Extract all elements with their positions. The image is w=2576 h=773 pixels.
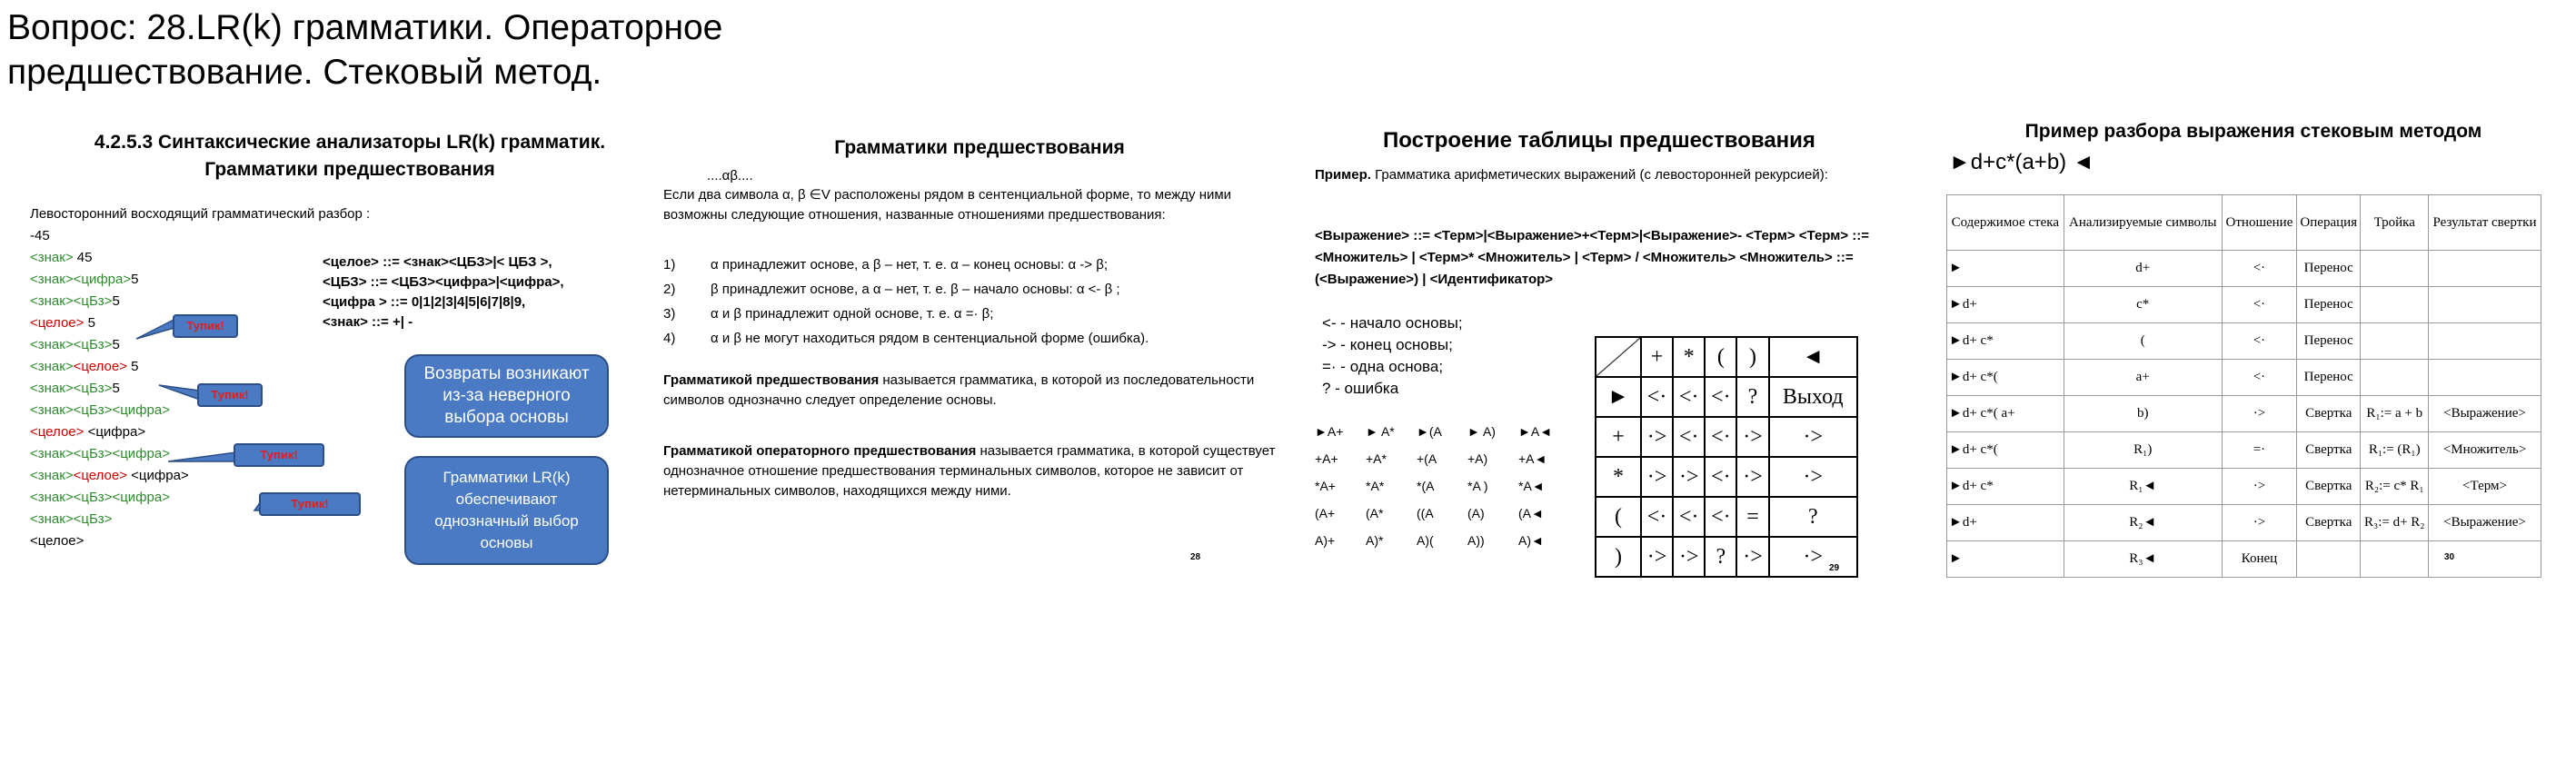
pair-cell: A)( (1417, 533, 1434, 548)
grammar-rule: <цифра > ::= 0|1|2|3|4|5|6|7|8|9, (323, 294, 526, 310)
column-header: Тройка (2361, 195, 2429, 251)
table-cell: Перенос (2297, 360, 2361, 396)
row-header-cell: + (1596, 417, 1641, 457)
trace-token: 5 (84, 315, 95, 331)
table-cell: c* (2064, 287, 2222, 323)
pair-cell: +A◄ (1518, 451, 1547, 466)
slide-precedence-grammars (661, 118, 1298, 600)
pair-cell: (A+ (1315, 506, 1336, 520)
relation-text: α и β принадлежит одной основе, т. е. α =· β; (711, 306, 994, 322)
deadend-tag: Тупик! (197, 383, 263, 407)
column-header: Содержимое стека (1947, 195, 2064, 251)
table-row (1947, 360, 2541, 396)
slide3-heading: Построение таблицы предшествования (1383, 128, 1815, 153)
pair-cell: +A* (1366, 451, 1387, 466)
trace-token: <целое> (73, 468, 127, 483)
table-row (1947, 323, 2541, 360)
table-cell: ► (1947, 541, 2064, 578)
column-header: Операция (2297, 195, 2361, 251)
table-cell: <· (2222, 323, 2296, 360)
trace-token: <знак> (30, 250, 74, 265)
table-cell: ·> (1641, 417, 1673, 457)
table-cell: ·> (2222, 396, 2296, 432)
slide-lr-parsing (23, 118, 650, 600)
table-cell: ►d+ c*( (1947, 360, 2064, 396)
trace-token: <цБз> (73, 511, 113, 527)
table-cell: ·> (2222, 469, 2296, 505)
table-cell: ·> (1769, 537, 1857, 577)
table-cell: R₁) (2064, 432, 2222, 469)
table-cell: <· (1641, 377, 1673, 417)
table-cell: Перенос (2297, 323, 2361, 360)
deadend-tag: Тупик! (234, 443, 324, 467)
table-cell (2297, 541, 2361, 578)
definition-operator-precedence (663, 441, 1290, 501)
input-line: -45 (30, 228, 50, 243)
grammar-rule: <целое> ::= <знак><ЦБЗ>|< ЦБЗ >, (323, 254, 552, 270)
pair-cell: ► A* (1366, 424, 1395, 439)
corner-cell (1596, 337, 1641, 377)
trace-token: <цБз> (73, 446, 113, 461)
table-cell: = (1736, 497, 1768, 537)
table-cell: <Множитель> (2429, 432, 2541, 469)
table-cell: ·> (1641, 537, 1673, 577)
table-cell (2429, 323, 2541, 360)
precedence-table (1595, 336, 1858, 578)
table-cell: <· (1705, 457, 1736, 497)
relation-number: 2) (663, 282, 676, 297)
trace-token: <цифра> (84, 424, 146, 440)
table-cell: ►d+ c*( a+ (1947, 396, 2064, 432)
trace-token: 5 (112, 337, 120, 352)
table-cell: ? (1769, 497, 1857, 537)
table-row (1947, 505, 2541, 541)
table-cell (2429, 360, 2541, 396)
def1-term: Грамматикой предшествования (663, 372, 880, 388)
table-cell: <· (2222, 287, 2296, 323)
pair-cell: *(A (1417, 479, 1435, 493)
table-cell: ·> (1673, 537, 1705, 577)
table-cell: Конец (2222, 541, 2296, 578)
table-cell: <· (2222, 360, 2296, 396)
table-cell: <Выражение> (2429, 396, 2541, 432)
grammar-rule: <ЦБЗ> ::= <ЦБЗ><цифра>|<цифра>, (323, 274, 564, 290)
example-text (1315, 165, 1887, 185)
table-cell: a+ (2064, 360, 2222, 396)
pair-cell: (A* (1366, 506, 1384, 520)
table-cell (2361, 541, 2429, 578)
pair-row (1315, 445, 1569, 472)
pair-cell: +A+ (1315, 451, 1338, 466)
trace-token: <целое> (30, 315, 85, 331)
trace-token: <цифра> (73, 272, 132, 287)
row-header-cell: * (1596, 457, 1641, 497)
trace-token: <знак> (30, 446, 74, 461)
table-cell: Свертка (2297, 469, 2361, 505)
table-cell: <· (2222, 251, 2296, 287)
trace-token: <цБз> (73, 337, 113, 352)
column-header: Анализируемые символы (2064, 195, 2222, 251)
relation-item (663, 302, 1290, 326)
pair-cell: ((A (1417, 506, 1434, 520)
table-cell: ·> (1769, 417, 1857, 457)
header-cell: ◄ (1769, 337, 1857, 377)
row-header-cell: ( (1596, 497, 1641, 537)
table-cell: R₃:= d+ R₂ (2361, 505, 2429, 541)
intro-text: Если два символа α, β ∈V расположены рядом в сентенциальной форме, то между ними возможны следующие отношения, названные отношениями предшествования: (663, 187, 1232, 223)
relation-number: 3) (663, 306, 676, 322)
pair-cell: A)) (1467, 533, 1485, 548)
slide-stack-parse-example (1944, 118, 2562, 600)
trace-token: <знак> (30, 468, 74, 483)
table-cell (2361, 251, 2429, 287)
pair-cell: (A) (1467, 506, 1485, 520)
trace-token: <цБз> (73, 490, 113, 505)
header-cell: + (1641, 337, 1673, 377)
table-cell: ►d+ (1947, 287, 2064, 323)
trace-token: <цБз> (73, 381, 113, 396)
callout-lrk: Грамматики LR(k) обеспечивают однозначный выбор основы (404, 456, 609, 565)
legend-item: -> - конец основы; (1322, 336, 1453, 353)
table-cell: ►d+ c* (1947, 469, 2064, 505)
trace-token: <знак> (30, 511, 74, 527)
def2-term: Грамматикой операторного предшествования (663, 443, 977, 459)
table-cell: R₂◄ (2064, 505, 2222, 541)
relation-item (663, 253, 1290, 277)
relation-text: β принадлежит основе, а α – нет, т. е. β – начало основы: α <- β ; (711, 282, 1120, 297)
page-number: 28 (1190, 552, 1201, 562)
deadend-tag: Тупик! (259, 492, 361, 516)
table-cell: ·> (1641, 457, 1673, 497)
trace-token: <знак> (30, 293, 74, 309)
table-cell: ·> (1736, 457, 1768, 497)
pair-cell: *A◄ (1518, 479, 1545, 493)
trace-token: <знак> (30, 359, 74, 374)
table-cell: R₁:= a + b (2361, 396, 2429, 432)
pair-cell: *A* (1366, 479, 1385, 493)
pair-cell: A)* (1366, 533, 1384, 548)
table-cell: Перенос (2297, 251, 2361, 287)
example-label: Пример. (1315, 167, 1371, 183)
page-number: 30 (2444, 552, 2455, 562)
table-cell: <· (1673, 417, 1705, 457)
trace-token: 5 (131, 272, 139, 287)
table-row (1947, 469, 2541, 505)
column-header: Результат свертки (2429, 195, 2541, 251)
table-cell: ? (1705, 537, 1736, 577)
table-cell (2361, 360, 2429, 396)
pair-row (1315, 472, 1569, 500)
ab-symbols: ....αβ.... (707, 168, 753, 183)
pair-cell: ►A+ (1315, 424, 1344, 439)
trace-token: <целое> (30, 533, 85, 549)
slide-precedence-table (1304, 118, 1895, 600)
pair-cell: A)+ (1315, 533, 1336, 548)
table-cell: <· (1705, 417, 1736, 457)
relations-list (663, 253, 1290, 351)
trace-token: <цифра> (127, 468, 189, 483)
table-cell (2361, 323, 2429, 360)
trace-token: <цифра> (112, 446, 170, 461)
pair-row (1315, 500, 1569, 527)
table-cell: =· (2222, 432, 2296, 469)
table-cell: R₂:= c* R₁ (2361, 469, 2429, 505)
trace-token: <цифра> (112, 402, 170, 418)
trace-token: <цБз> (73, 293, 113, 309)
table-cell: <· (1673, 497, 1705, 537)
table-cell: b) (2064, 396, 2222, 432)
slide1-heading: 4.2.5.3 Синтаксические анализаторы LR(k) грамматик. Грамматики предшествования (94, 132, 606, 180)
deadend-tag: Тупик! (173, 314, 238, 338)
table-cell: ·> (1736, 417, 1768, 457)
table-cell: <· (1673, 377, 1705, 417)
table-cell: ·> (2222, 505, 2296, 541)
header-cell: ( (1705, 337, 1736, 377)
page-title: Вопрос: 28.LR(k) грамматики. Операторное предшествование. Стековый метод. (7, 8, 723, 92)
slide2-heading: Грамматики предшествования (834, 137, 1125, 158)
pair-cell: (A◄ (1518, 506, 1544, 520)
symbol-pairs (1315, 418, 1569, 554)
trace-token: <знак> (30, 272, 74, 287)
table-cell: <· (1705, 377, 1736, 417)
relation-legend (1322, 312, 1463, 400)
table-cell: d+ (2064, 251, 2222, 287)
table-cell: ·> (1673, 457, 1705, 497)
trace-token: 5 (112, 381, 120, 396)
table-row (1947, 251, 2541, 287)
table-cell (2429, 251, 2541, 287)
table-cell: <· (1641, 497, 1673, 537)
pair-cell: ►A◄ (1518, 424, 1553, 439)
table-cell: ( (2064, 323, 2222, 360)
relation-item (663, 277, 1290, 302)
page-number: 29 (1829, 563, 1840, 573)
grammar-rules: <Выражение> ::= <Терм>|<Выражение>+<Терм>|<Выражение>- <Терм> <Терм> ::= <Множитель> | <Терм>* <Множитель> | <Терм> / <Множитель> <Множитель> ::= (<Выражение>) | <Идентификатор> (1315, 228, 1870, 287)
trace-token: <знак> (30, 337, 74, 352)
definition-precedence (663, 371, 1290, 411)
trace-token: <целое> (73, 359, 127, 374)
expression: ►d+c*(a+b) ◄ (1949, 150, 2094, 174)
table-cell: <Выражение> (2429, 505, 2541, 541)
table-row (1947, 432, 2541, 469)
table-cell: ► (1947, 251, 2064, 287)
table-row (1947, 287, 2541, 323)
def1-text: называется грамматика, в которой из последовательности символов однозначно следует определение основы. (663, 372, 1255, 408)
legend-item: ? - ошибка (1322, 380, 1399, 397)
table-cell: R₁◄ (2064, 469, 2222, 505)
header-cell: ) (1736, 337, 1768, 377)
trace-token: <целое> (30, 424, 85, 440)
pair-cell: ► A) (1467, 424, 1496, 439)
table-cell: Свертка (2297, 432, 2361, 469)
table-cell: R₁:= (R₁) (2361, 432, 2429, 469)
header-cell: * (1673, 337, 1705, 377)
pair-row (1315, 527, 1569, 554)
table-cell: ·> (1769, 457, 1857, 497)
slide1-subtitle: Левосторонний восходящий грамматический разбор : (30, 206, 371, 222)
legend-item: <- - начало основы; (1322, 314, 1463, 332)
table-cell: ? (1736, 377, 1768, 417)
callout-backtracking: Возвраты возникают из-за неверного выбора основы (404, 354, 609, 438)
table-cell: Свертка (2297, 396, 2361, 432)
table-cell: ►d+ c*( (1947, 432, 2064, 469)
table-cell: Свертка (2297, 505, 2361, 541)
parse-table (1946, 194, 2541, 578)
trace-token: <знак> (30, 490, 74, 505)
slide4-heading: Пример разбора выражения стековым методом (2024, 121, 2482, 142)
table-cell: <Терм> (2429, 469, 2541, 505)
pair-cell: *A+ (1315, 479, 1336, 493)
trace-token: 5 (127, 359, 139, 374)
grammar-rule: <знак> ::= +| - (323, 314, 413, 330)
table-cell: Перенос (2297, 287, 2361, 323)
legend-item: =· - одна основа; (1322, 358, 1444, 375)
trace-token: <знак> (30, 402, 74, 418)
table-cell (2429, 287, 2541, 323)
relation-item (663, 326, 1290, 351)
trace-token: <цБз> (73, 402, 113, 418)
table-cell: <· (1705, 497, 1736, 537)
pair-cell: +A) (1467, 451, 1488, 466)
table-cell (2361, 287, 2429, 323)
table-row (1947, 396, 2541, 432)
trace-token: <цифра> (112, 490, 170, 505)
relation-text: α и β не могут находиться рядом в сентенциальной форме (ошибка). (711, 331, 1149, 346)
row-header-cell: ) (1596, 537, 1641, 577)
table-cell: Выход (1769, 377, 1857, 417)
row-header-cell: ► (1596, 377, 1641, 417)
pair-cell: A)◄ (1518, 533, 1544, 548)
relation-text: α принадлежит основе, а β – нет, т. е. α – конец основы: α -> β; (711, 257, 1109, 273)
example-desc: Грамматика арифметических выражений (с левосторонней рекурсией): (1370, 167, 1828, 183)
table-cell: ►d+ (1947, 505, 2064, 541)
trace-token: <знак> (30, 381, 74, 396)
relation-number: 4) (663, 331, 676, 346)
pair-cell: +(A (1417, 451, 1437, 466)
def2-text: называется грамматика, в которой существует однозначное отношение предшествования терминальных символов, которое не зависит от нетерминальных символов, находящихся между ними. (663, 443, 1276, 499)
relation-number: 1) (663, 257, 676, 273)
pair-row (1315, 418, 1569, 445)
table-cell: ·> (1736, 537, 1768, 577)
pair-cell: ►(A (1417, 424, 1442, 439)
table-cell: R₃◄ (2064, 541, 2222, 578)
trace-token: 45 (73, 250, 93, 265)
column-header: Отношение (2222, 195, 2296, 251)
trace-token: 5 (112, 293, 120, 309)
pair-cell: *A ) (1467, 479, 1488, 493)
table-cell: ►d+ c* (1947, 323, 2064, 360)
